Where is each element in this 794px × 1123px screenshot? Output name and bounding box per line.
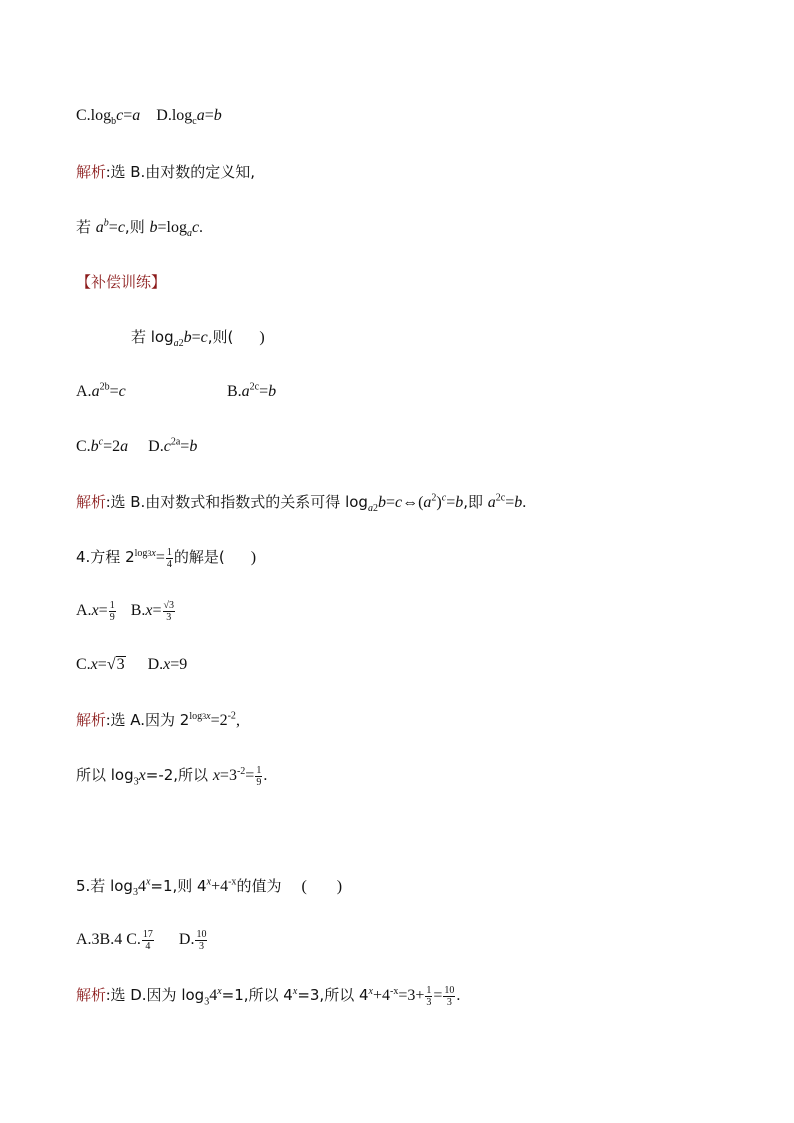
sup-x1: x	[206, 876, 212, 888]
var-c: c	[200, 329, 208, 346]
analysis-label: 解析	[76, 493, 107, 511]
supp-options-cd	[76, 437, 197, 457]
eq-3-plus: =3+	[398, 987, 425, 1005]
option-d-base: c	[192, 116, 197, 128]
frac-num: 1	[256, 765, 262, 776]
sup-2: 2	[431, 492, 437, 504]
analysis-colon: :	[106, 494, 111, 511]
option-c-var: c	[116, 107, 124, 124]
option-b-rhs: b	[268, 383, 277, 400]
option-c-den: 4	[145, 941, 151, 952]
option-d-num: 10	[196, 929, 207, 940]
mid-text: =3,所以 4	[297, 986, 369, 1005]
option-b-base: a	[241, 383, 250, 400]
eq3: =	[505, 494, 515, 511]
option-c-num: 17	[142, 929, 153, 940]
supplement-title-text: 【补偿训练】	[76, 273, 167, 291]
plus-4: +4	[211, 878, 229, 895]
option-d-eq: =9	[170, 656, 188, 673]
analysis-text: 选 A.因为 2	[110, 711, 190, 729]
log-base: 3	[204, 996, 210, 1008]
sup-x2: x	[368, 985, 373, 997]
period: .	[522, 494, 527, 511]
period: .	[456, 987, 461, 1005]
option-a-rhs: c	[118, 383, 126, 400]
var-b: b	[183, 329, 192, 346]
analysis-colon: :	[106, 987, 111, 1005]
option-a-eq: =	[109, 383, 119, 400]
log-base: a	[186, 228, 192, 240]
fraction	[255, 765, 262, 788]
eq: =	[385, 494, 395, 511]
eq2: =	[446, 494, 456, 511]
option-d-base: c	[163, 438, 171, 455]
q5-eq: =1,则 4	[150, 877, 207, 895]
var-a: a	[95, 219, 104, 236]
option-b-num: √3	[163, 600, 175, 611]
q4-fraction	[166, 547, 173, 570]
analysis-colon: :	[106, 712, 111, 729]
q4-eq: =	[155, 549, 165, 567]
q4-frac-den: 4	[166, 559, 172, 570]
option-d-eq: =	[204, 107, 214, 124]
var-c: c	[394, 494, 403, 511]
log-base: a	[367, 503, 373, 515]
frac-den: 9	[256, 777, 262, 788]
option-b-fraction	[163, 600, 176, 623]
option-d-text: D.log	[156, 107, 193, 124]
option-c-sup: c	[98, 436, 104, 448]
option-b-den: 3	[166, 612, 172, 623]
var-c: c	[117, 219, 125, 236]
analysis-1-line2	[76, 217, 203, 238]
option-a-num: 1	[109, 600, 115, 611]
sup-x: x	[145, 876, 151, 888]
sup-neg-x: -x	[228, 876, 237, 888]
var-a: a	[423, 494, 432, 511]
close-paren: )	[250, 549, 257, 567]
q4-analysis-line2	[76, 765, 267, 788]
close-paren: )	[259, 329, 265, 346]
line2-prefix: 所以 log	[76, 766, 134, 785]
var-a3: a	[487, 494, 496, 511]
iff-symbol: ⇔(	[402, 494, 424, 511]
base-a: a	[173, 338, 179, 350]
frac1-den: 3	[426, 997, 432, 1008]
option-c-prefix: C.	[76, 438, 91, 455]
period: .	[263, 767, 268, 785]
option-c-base: b	[111, 116, 117, 128]
supplement-title	[76, 272, 166, 293]
var-b: b	[149, 219, 158, 236]
frac2-den: 3	[446, 997, 452, 1008]
option-c-text: C.log	[76, 107, 112, 124]
option-d-rhs: b	[189, 438, 198, 455]
option-c-prefix: C.	[76, 656, 91, 673]
option-c-base: b	[90, 438, 99, 455]
option-c-eq: =	[123, 107, 133, 124]
option-d-prefix: D.	[178, 931, 195, 949]
then-text: ,则(	[207, 328, 234, 346]
var-x: x	[138, 767, 146, 785]
comma: ,	[235, 712, 240, 729]
analysis-text: 选 B.由对数的定义知,	[110, 163, 256, 181]
q4-prefix: 4.方程 2	[76, 548, 135, 567]
option-a-base: a	[91, 383, 100, 400]
base-sup: 2	[178, 338, 184, 350]
option-a-eq: =	[98, 602, 108, 620]
supp-option-b	[227, 382, 276, 402]
eq: =2	[210, 712, 228, 729]
option-a-sup: 2b	[99, 381, 110, 393]
option-b-eq: =	[259, 383, 269, 400]
close-paren: )	[436, 494, 442, 511]
frac1-num: 1	[426, 985, 432, 996]
option-d-eq: =	[180, 438, 190, 455]
option-b-prefix: B.	[227, 383, 242, 400]
then-text: ,即	[463, 493, 488, 511]
option-a-fraction	[109, 600, 116, 623]
option-c-var: x	[90, 656, 98, 673]
analysis-text: 选 D.因为 log	[110, 986, 205, 1005]
option-c-rhs: a	[120, 438, 129, 455]
option-d-var: x	[163, 656, 171, 673]
analysis-1-line1	[76, 162, 255, 183]
supp-question	[131, 327, 265, 348]
q5-options	[76, 929, 208, 952]
sup-neg-x: -x	[390, 985, 399, 997]
option-b-eq: =	[152, 602, 162, 620]
option-a-den: 9	[109, 612, 115, 623]
q5-prefix: 5.若 log	[76, 877, 133, 895]
rhs-sup: -2	[227, 710, 236, 722]
eq: =	[108, 219, 118, 236]
eq: =	[191, 329, 201, 346]
option-d-fraction	[195, 929, 207, 952]
analysis-label: 解析	[76, 711, 107, 729]
exp-var: x	[206, 710, 211, 722]
option-d-var: a	[196, 107, 205, 124]
open-paren: (	[301, 878, 307, 895]
analysis-label: 解析	[76, 986, 107, 1005]
option-b-var: x	[145, 602, 153, 620]
exp-log: log	[189, 710, 203, 722]
option-c-fraction	[142, 929, 154, 952]
option-a-prefix: A.	[76, 383, 92, 400]
option-b-sup: 2c	[249, 381, 260, 393]
exp-base: 3	[202, 711, 207, 721]
frac2-num: 10	[444, 985, 455, 996]
supp-options-ab	[76, 382, 126, 402]
fraction-1	[425, 985, 432, 1008]
option-a-prefix: A.	[76, 602, 92, 620]
option-b-prefix: B.	[130, 602, 146, 620]
analysis-text: 选 B.由对数式和指数式的关系可得 log	[110, 493, 368, 511]
log-base: 3	[132, 887, 138, 899]
var-b3: b	[514, 494, 523, 511]
question-5	[76, 876, 342, 897]
var-b2: b	[455, 494, 464, 511]
q4-exp-var: x	[151, 547, 156, 559]
eq: =	[245, 767, 255, 785]
sup-b: b	[103, 217, 109, 229]
four: 4	[209, 987, 218, 1005]
eq: =	[433, 987, 443, 1005]
option-c-eq: =	[97, 656, 107, 673]
q4-frac-num: 1	[166, 547, 172, 558]
option-d-rhs: b	[213, 107, 222, 124]
option-d-sup: 2a	[170, 436, 181, 448]
line2-eq: =-2,所以	[145, 766, 213, 785]
var-x2: x	[212, 767, 220, 785]
sup-x1: x	[292, 985, 298, 997]
then-text: ,则	[124, 218, 150, 236]
four: 4	[137, 878, 146, 895]
plus-4: +4	[372, 987, 390, 1005]
option-c-eq: =2	[103, 438, 121, 455]
q4-exp-base: 3	[147, 548, 152, 558]
q4-options-cd	[76, 655, 187, 675]
log-base: 3	[133, 776, 139, 788]
period: .	[199, 219, 204, 236]
sup-2c: 2c	[495, 492, 506, 504]
sup-x: x	[217, 985, 222, 997]
q4-analysis-line1	[76, 710, 240, 731]
q4-exp-log: log	[134, 547, 148, 559]
q5-analysis	[76, 985, 460, 1008]
eq-3: =3	[219, 767, 237, 785]
sqrt-symbol: √	[106, 656, 116, 673]
q4-options-ab	[76, 600, 176, 623]
analysis-label: 解析	[76, 163, 107, 181]
analysis-colon: :	[106, 164, 111, 181]
close-paren: )	[336, 878, 343, 895]
q5-suffix: 的值为	[236, 877, 282, 895]
q4-suffix: 的解是(	[173, 548, 225, 567]
var-c2: c	[191, 219, 200, 236]
log-base-sup: 2	[372, 503, 378, 515]
sqrt-value: 3	[116, 656, 125, 673]
prev-options-cd	[76, 106, 222, 126]
option-d-den: 3	[198, 941, 204, 952]
analysis-if: 若	[76, 218, 96, 236]
supp-analysis	[76, 492, 526, 513]
eq-text: =1,所以 4	[221, 986, 293, 1005]
fraction-2	[443, 985, 455, 1008]
eq-log: =log	[157, 219, 187, 236]
option-d-prefix: D.	[148, 438, 164, 455]
sup-neg2: -2	[236, 765, 246, 777]
question-4	[76, 547, 256, 570]
sup-c: c	[441, 492, 447, 504]
supp-question-text: 若 log	[131, 328, 174, 346]
options-abc: A.3B.4 C.	[76, 931, 141, 949]
var-b: b	[377, 494, 386, 511]
option-c-rhs: a	[132, 107, 141, 124]
option-a-var: x	[91, 602, 99, 620]
option-d-prefix: D.	[147, 656, 164, 673]
